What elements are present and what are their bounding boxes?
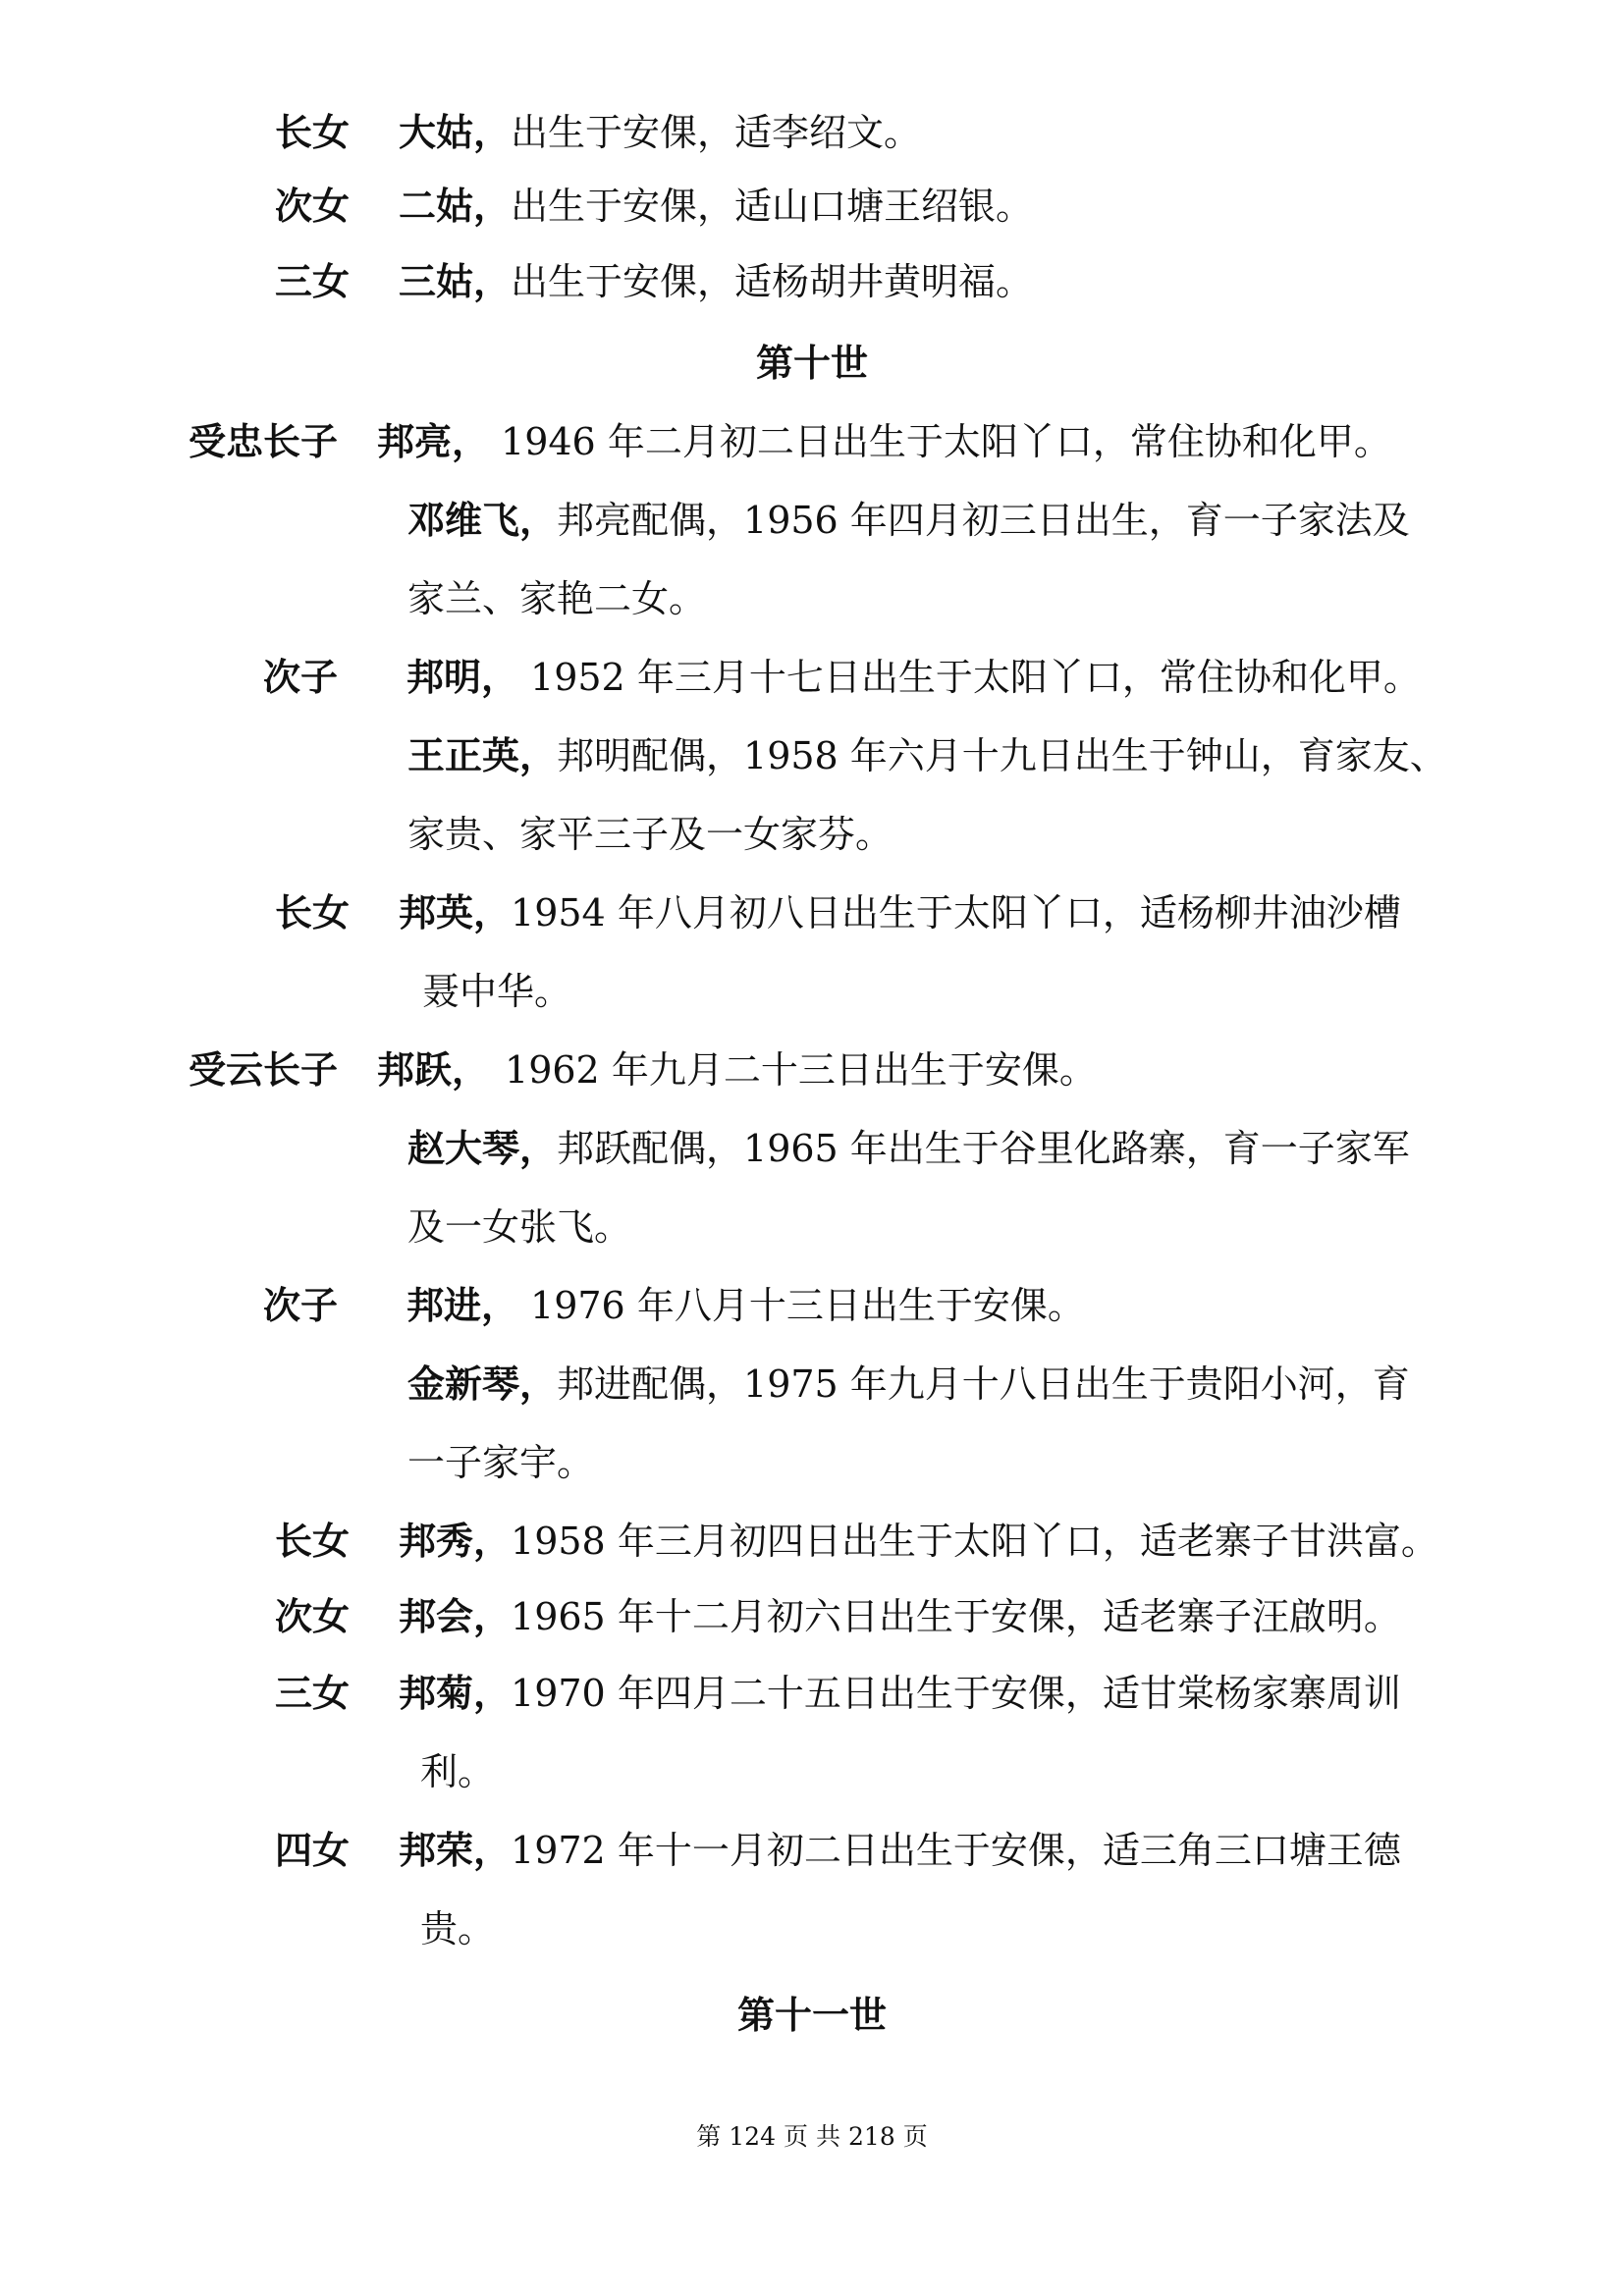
entry-label: 长女 [275, 110, 351, 154]
footer-word: 页 [902, 2122, 928, 2151]
generation-heading-11: 第十一世 [736, 1993, 887, 2037]
entry-text: 1958 年三月初四日出生于太阳丫口，适老寨子甘洪富。 [511, 1520, 1438, 1563]
entry-name: 邦荣， [399, 1828, 512, 1872]
page-total: 218 [848, 2122, 895, 2151]
footer-word: 页 [783, 2122, 808, 2151]
entry-text: 1952 年三月十七日出生于太阳丫口，常住协和化甲。 [530, 656, 1421, 699]
entry-label: 次女 [275, 184, 351, 228]
entry-label: 长女 [275, 1519, 351, 1563]
entry-text: 出生于安倮，适李绍文。 [511, 111, 922, 154]
entry-bangyue [189, 1045, 1097, 1095]
entry-second-daughter: 次女 二姑，出生于安倮，适山口塘王绍银。 [275, 184, 1034, 228]
entry-label: 次子 [263, 655, 339, 699]
entry-text: 1946 年二月初二日出生于太阳丫口，常住协和化甲。 [501, 420, 1391, 463]
entry-text: 1962 年九月二十三日出生于安倮。 [505, 1048, 1097, 1092]
entry-eldest-daughter: 长女 大姑，出生于安倮，适李绍文。 [275, 110, 922, 154]
entry-name: 邦秀， [399, 1519, 512, 1563]
entry-name: 大姑 [399, 110, 474, 154]
entry-name: 邦跃， [377, 1047, 490, 1092]
entry-bangying [275, 888, 1401, 937]
entry-name: 三姑 [399, 259, 474, 303]
spouse-bangyue-cont: 及一女张飞。 [407, 1205, 632, 1249]
spouse-text: 邦亮配偶，1956 年四月初三日出生，育一子家法及 [557, 499, 1410, 542]
entry-name: 邦英， [399, 890, 512, 934]
entry-bangju-cont: 利。 [420, 1750, 496, 1793]
entry-name: 邦会， [399, 1594, 512, 1638]
entry-label: 长女 [275, 890, 351, 934]
spouse-bangjin [407, 1360, 1410, 1409]
entry-name: 邦菊， [399, 1671, 512, 1715]
entry-text: 出生于安倮，适杨胡井黄明福。 [511, 260, 1034, 303]
page-footer [0, 2122, 1624, 2152]
entry-label: 受云长子 [189, 1047, 339, 1092]
entry-text: 1972 年十一月初二日出生于安倮，适三角三口塘王德 [511, 1829, 1401, 1872]
entry-bangxiu [275, 1517, 1438, 1566]
spouse-bangjin-cont: 一子家宇。 [407, 1441, 595, 1484]
entry-bangying-cont: 聂中华。 [422, 970, 572, 1013]
entry-banghui [275, 1592, 1401, 1641]
entry-text: 1970 年四月二十五日出生于安倮，适甘棠杨家寨周训 [511, 1672, 1401, 1715]
spouse-bangyue [407, 1124, 1410, 1173]
entry-bangrong [275, 1826, 1401, 1875]
entry-label: 次女 [275, 1594, 351, 1638]
entry-name: 二姑 [399, 184, 474, 228]
entry-label: 三女 [275, 1671, 351, 1715]
entry-text: 1976 年八月十三日出生于安倮。 [530, 1284, 1085, 1327]
footer-word: 第 [696, 2122, 722, 2151]
spouse-name: 金新琴， [407, 1362, 558, 1406]
spouse-name: 赵大琴， [407, 1126, 558, 1170]
entry-bangju [275, 1669, 1401, 1718]
entry-bangliang [189, 417, 1391, 466]
page-number: 124 [729, 2122, 776, 2151]
entry-third-daughter: 三女 三姑，出生于安倮，适杨胡井黄明福。 [275, 259, 1034, 303]
spouse-name: 王正英， [407, 733, 558, 777]
entry-name: 邦亮， [377, 419, 490, 463]
footer-word: 共 [816, 2122, 841, 2151]
entry-label: 四女 [275, 1828, 351, 1872]
entry-label: 次子 [263, 1283, 339, 1327]
entry-text: 1954 年八月初八日出生于太阳丫口，适杨柳井油沙槽 [511, 891, 1401, 934]
entry-label: 受忠长子 [189, 419, 339, 463]
entry-bangming [263, 653, 1421, 702]
entry-bangjin [263, 1281, 1085, 1330]
entry-text: 出生于安倮，适山口塘王绍银。 [511, 185, 1034, 228]
generation-heading-10: 第十世 [755, 341, 868, 385]
spouse-text: 邦明配偶，1958 年六月十九日出生于钟山，育家友、 [557, 734, 1447, 777]
spouse-name: 邓维飞， [407, 498, 558, 542]
entry-bangrong-cont: 贵。 [420, 1907, 496, 1950]
spouse-bangming [407, 731, 1447, 780]
entry-name: 邦明， [406, 655, 519, 699]
spouse-text: 邦跃配偶，1965 年出生于谷里化路寨，育一子家军 [557, 1127, 1410, 1170]
entry-label: 三女 [275, 259, 351, 303]
spouse-text: 邦进配偶，1975 年九月十八日出生于贵阳小河，育 [557, 1362, 1410, 1406]
spouse-bangming-cont: 家贵、家平三子及一女家芬。 [407, 813, 893, 856]
entry-text: 1965 年十二月初六日出生于安倮，适老寨子汪啟明。 [511, 1595, 1401, 1638]
spouse-bangliang [407, 496, 1410, 545]
spouse-bangliang-cont: 家兰、家艳二女。 [407, 577, 707, 620]
entry-name: 邦进， [406, 1283, 519, 1327]
